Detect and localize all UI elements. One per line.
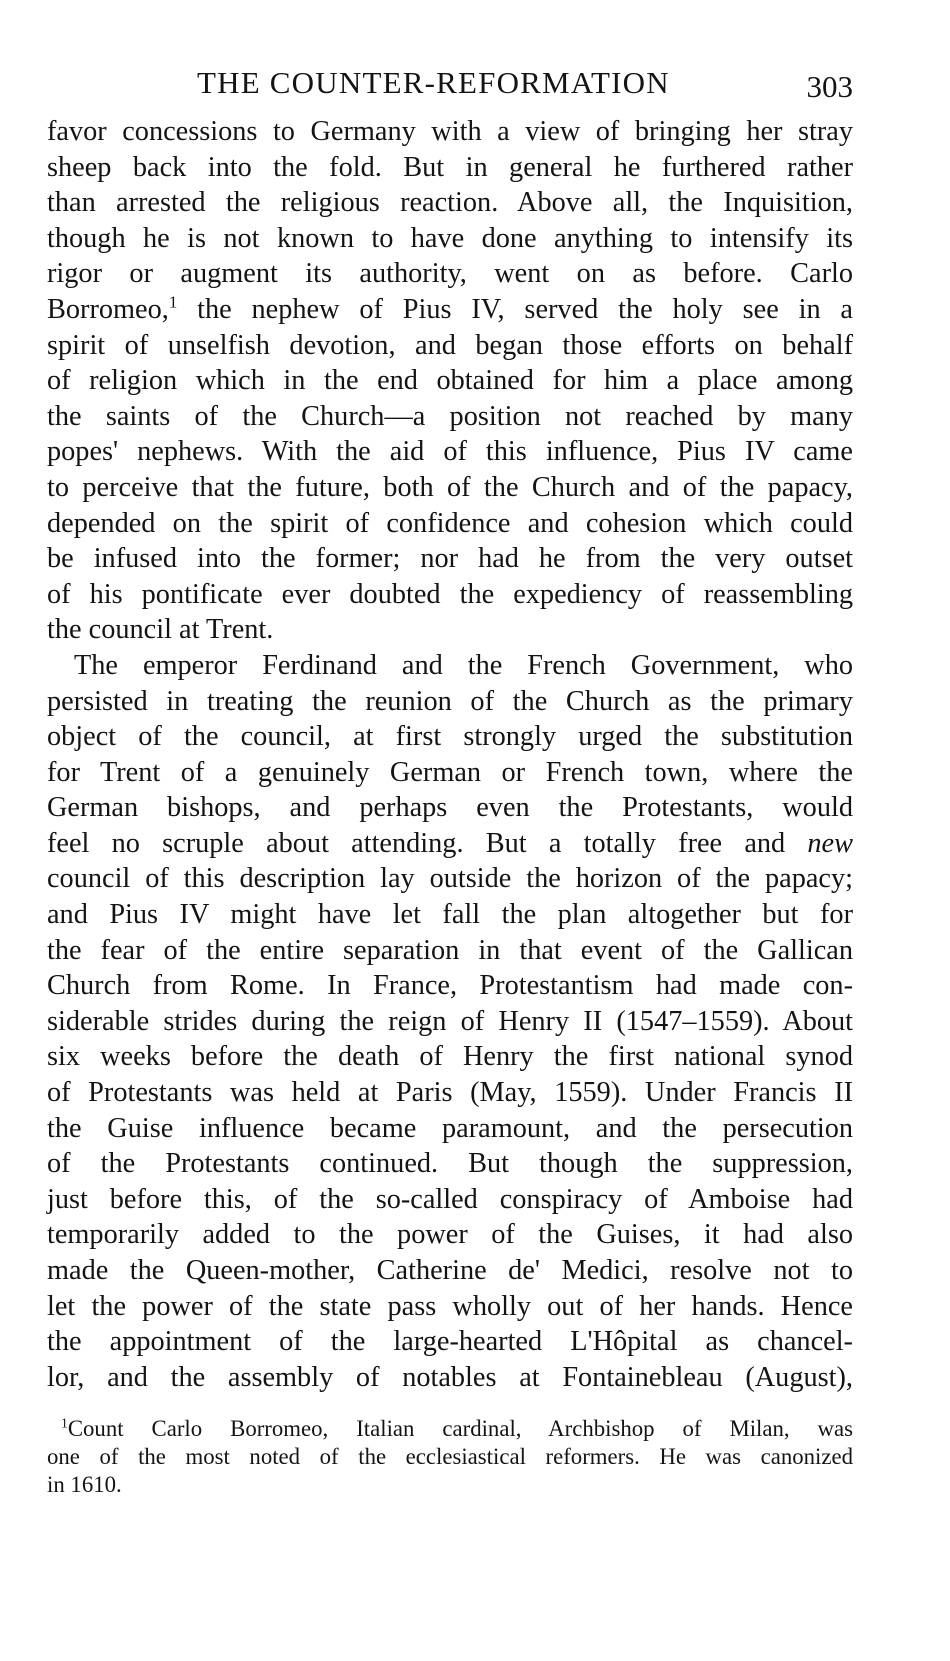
text-line: let the power of the state pass wholly out of her hands. Hence [47, 1290, 853, 1322]
text-line: made the Queen-mother, Catherine de' Medici, resolve not to [47, 1255, 853, 1286]
footnote-marker: 1 [61, 1415, 68, 1431]
book-page [47, 66, 853, 1499]
text-line: the appointment of the large-hearted L'Hôpital as chancel- [47, 1326, 853, 1358]
text-fragment: Count Carlo Borromeo, Italian cardinal, Archbishop of Milan, was [67, 1416, 853, 1442]
text-line: though he is not known to have done anything to intensify its [47, 222, 853, 254]
text-line: sheep back into the fold. But in general he furthered rather [47, 151, 853, 183]
text-line: object of the council, at first strongly urged the substitution [47, 721, 853, 753]
footnote [47, 1415, 853, 1499]
text-line: the fear of the entire separation in that event of the Gallican [47, 934, 853, 966]
footnote-line: one of the most noted of the ecclesiastical reformers. He was canonized [47, 1444, 853, 1470]
text-line: the council at Trent. [47, 614, 274, 646]
running-head [47, 66, 853, 106]
text-line: the saints of the Church—a position not reached by many [47, 400, 853, 432]
text-line: rigor or augment its authority, went on as before. Carlo [47, 258, 853, 290]
text-line: temporarily added to the power of the Guises, it had also [47, 1219, 853, 1251]
page-number: 303 [806, 69, 853, 104]
text-line: spirit of unselfish devotion, and began those efforts on behalf [47, 329, 853, 361]
text-line: German bishops, and perhaps even the Protestants, would [47, 792, 853, 824]
text-line: of the Protestants continued. But though the suppression, [47, 1148, 853, 1180]
text-line: of religion which in the end obtained for him a place among [47, 365, 853, 397]
text-line: persisted in treating the reunion of the Church as the primary [47, 685, 853, 717]
running-title: THE COUNTER-REFORMATION [197, 65, 670, 100]
text-line: six weeks before the death of Henry the first national synod [47, 1041, 853, 1073]
text-line: than arrested the religious reaction. Above all, the Inquisition, [47, 187, 853, 219]
footnote-line: in 1610. [47, 1472, 122, 1498]
paragraph-1 [47, 114, 853, 648]
italic-word: new [807, 827, 853, 859]
text-fragment: the nephew of Pius IV, served the holy see in a [177, 293, 853, 325]
text-line-with-italic [47, 826, 853, 862]
text-line: of his pontificate ever doubted the expediency of reassembling [47, 578, 853, 610]
text-line: and Pius IV might have let fall the plan altogether but for [47, 899, 853, 931]
text-line: of Protestants was held at Paris (May, 1559). Under Francis II [47, 1077, 853, 1109]
text-line: Church from Rome. In France, Protestantism had made con- [47, 970, 853, 1002]
text-line-with-footnote-ref [47, 292, 853, 328]
text-line: popes' nephews. With the aid of this influence, Pius IV came [47, 436, 853, 468]
text-line: favor concessions to Germany with a view of bringing her stray [47, 116, 853, 147]
text-line: the Guise influence became paramount, and the persecution [47, 1112, 853, 1144]
text-line: council of this description lay outside the horizon of the papacy; [47, 863, 853, 895]
footnote-line [47, 1415, 853, 1443]
text-fragment: feel no scruple about attending. But a totally free and [47, 827, 786, 859]
text-line: be infused into the former; nor had he from the very outset [47, 543, 853, 575]
text-line: lor, and the assembly of notables at Fontainebleau (August), [47, 1361, 853, 1393]
text-line: for Trent of a genuinely German or French town, where the [47, 756, 853, 788]
text-line: The emperor Ferdinand and the French Government, who [74, 649, 853, 681]
text-line: depended on the spirit of confidence and cohesion which could [47, 507, 853, 539]
footnote-reference: 1 [168, 292, 178, 312]
paragraph-2 [47, 648, 853, 1395]
text-line: siderable strides during the reign of Henry II (1547–1559). About [47, 1005, 853, 1037]
text-line: just before this, of the so-called conspiracy of Amboise had [47, 1183, 853, 1215]
text-line: to perceive that the future, both of the Church and of the papacy, [47, 471, 853, 503]
text-fragment: Borromeo, [47, 293, 169, 325]
